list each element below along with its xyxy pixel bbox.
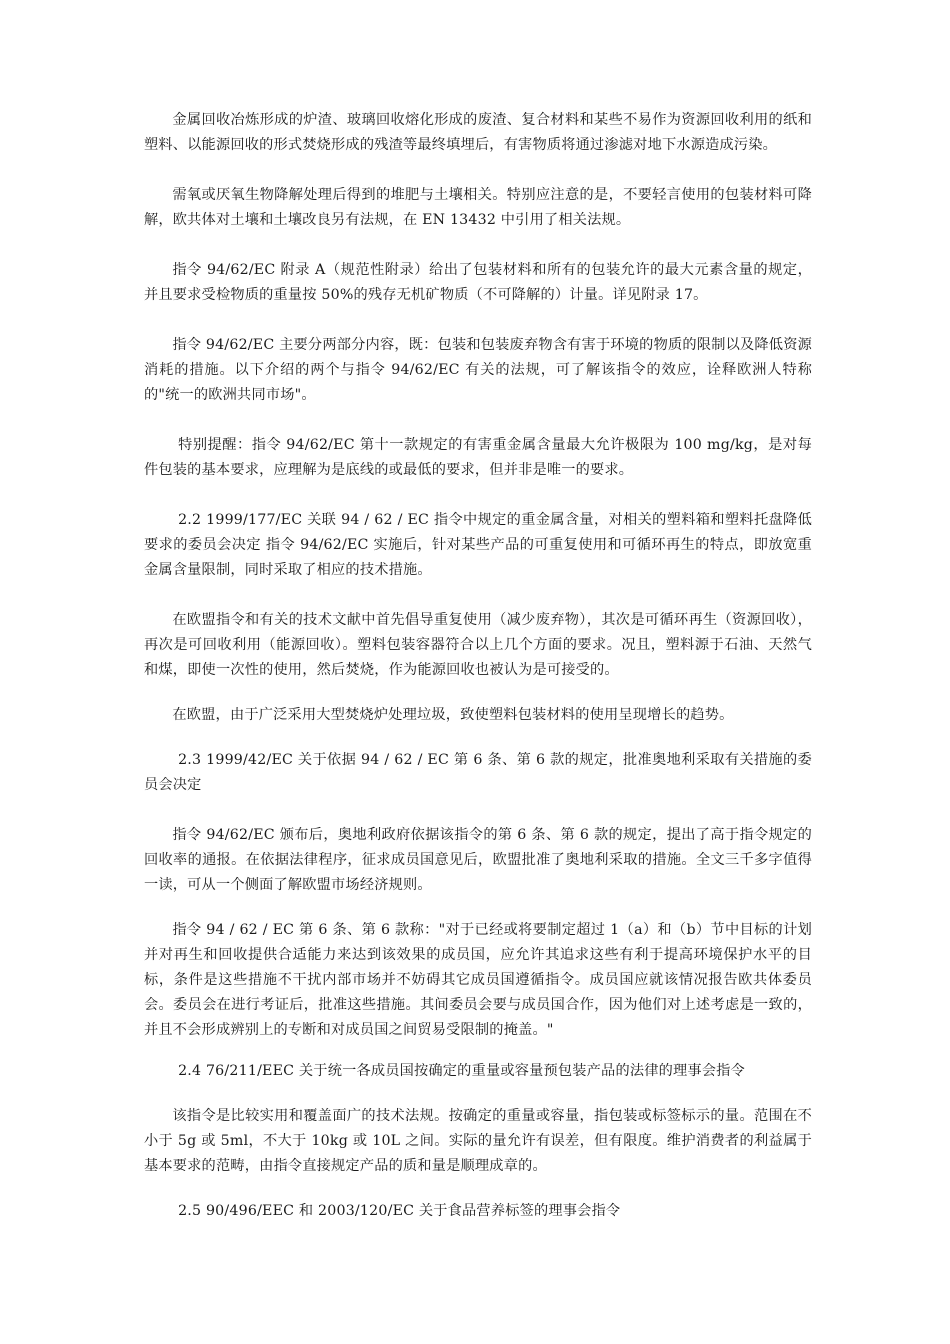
paragraph-annex-a: 指令 94/62/EC 附录 A（规范性附录）给出了包装材料和所有的包装允许的最大元素含量的规定，并且要求受检物质的重量按 50%的残存无机矿物质（不可降解的）计量。详见附录 17。 <box>144 262 812 303</box>
paragraph-directive-overview: 指令 94/62/EC 主要分两部分内容，既：包装和包装废弃物含有害于环境的物质的限制以及降低资源消耗的措施。以下介绍的两个与指令 94/62/EC 有关的法规，可了解该指令的效应，诠释欧洲人特称的"统一的欧洲共同市场"。 <box>144 337 812 403</box>
section-heading-2-4: 2.4 76/211/EEC 关于统一各成员国按确定的重量或容量预包装产品的法律的理事会指令 <box>178 1063 745 1079</box>
paragraph-austria-measures: 指令 94/62/EC 颁布后，奥地利政府依据该指令的第 6 条、第 6 款的规定，提出了高于指令规定的回收率的通报。在依据法律程序，征求成员国意见后，欧盟批准了奥地利采取的措施。全文三千多字值得一读，可从一个侧面了解欧盟市场经济规则。 <box>144 827 812 893</box>
document-page <box>144 108 812 1224</box>
paragraph-compost-soil: 需氧或厌氧生物降解处理后得到的堆肥与土壤相关。特别应注意的是，不要轻言使用的包装材料可降解，欧共体对土壤和土壤改良另有法规，在 EN 13432 中引用了相关法规。 <box>144 187 812 228</box>
paragraph-landfill-pollution: 金属回收冶炼形成的炉渣、玻璃回收熔化形成的废渣、复合材料和某些不易作为资源回收利用的纸和塑料、以能源回收的形式焚烧形成的残渣等最终填埋后，有害物质将通过渗滤对地下水源造成污染。 <box>144 112 812 153</box>
paragraph-prepackage-scope: 该指令是比较实用和覆盖面广的技术法规。按确定的重量或容量，指包装或标签标示的量。范围在不小于 5g 或 5ml，不大于 10kg 或 10L 之间。实际的量允许有误差，但有限度。维护消费者的利益属于基本要求的范畴，由指令直接规定产品的质和量是顺理成章的。 <box>144 1108 812 1174</box>
section-heading-2-2: 2.2 1999/177/EC 关联 94 / 62 / EC 指令中规定的重金属含量，对相关的塑料箱和塑料托盘降低要求的委员会决定 指令 94/62/EC 实施后，针对某些产品的可重复使用和可循环再生的特点，即放宽重金属含量限制，同时采取了相应的技术措施。 <box>144 512 812 578</box>
paragraph-reuse-priority: 在欧盟指令和有关的技术文献中首先倡导重复使用（减少废弃物），其次是可循环再生（资源回收），再次是可回收利用（能源回收）。塑料包装容器符合以上几个方面的要求。况且，塑料源于石油、天然气和煤，即使一次性的使用，然后焚烧，作为能源回收也被认为是可接受的。 <box>144 612 812 678</box>
paragraph-special-reminder: 特别提醒：指令 94/62/EC 第十一款规定的有害重金属含量最大允许极限为 100 mg/kg，是对每件包装的基本要求，应理解为是底线的或最低的要求，但并非是唯一的要求。 <box>144 437 812 478</box>
section-heading-2-3: 2.3 1999/42/EC 关于依据 94 / 62 / EC 第 6 条、第 6 款的规定，批准奥地利采取有关措施的委员会决定 <box>144 752 812 793</box>
section-heading-2-5: 2.5 90/496/EEC 和 2003/120/EC 关于食品营养标签的理事会指令 <box>178 1203 621 1219</box>
paragraph-incineration-trend: 在欧盟，由于广泛采用大型焚烧炉处理垃圾，致使塑料包装材料的使用呈现增长的趋势。 <box>172 707 734 723</box>
paragraph-article-6-quote: 指令 94 / 62 / EC 第 6 条、第 6 款称："对于已经或将要制定超过 1（a）和（b）节中目标的计划并对再生和回收提供合适能力来达到该效果的成员国，应允许其追求这些有利于提高环境保护水平的目标，条件是这些措施不干扰内部市场并不妨碍其它成员国遵循指令。成员国应就该情况报告欧共体委员会。委员会在进行考证后，批准这些措施。其间委员会要与成员国合作，因为他们对上述考虑是一致的，并且不会形成辨别上的专断和对成员国之间贸易受限制的掩盖。" <box>144 922 812 1038</box>
